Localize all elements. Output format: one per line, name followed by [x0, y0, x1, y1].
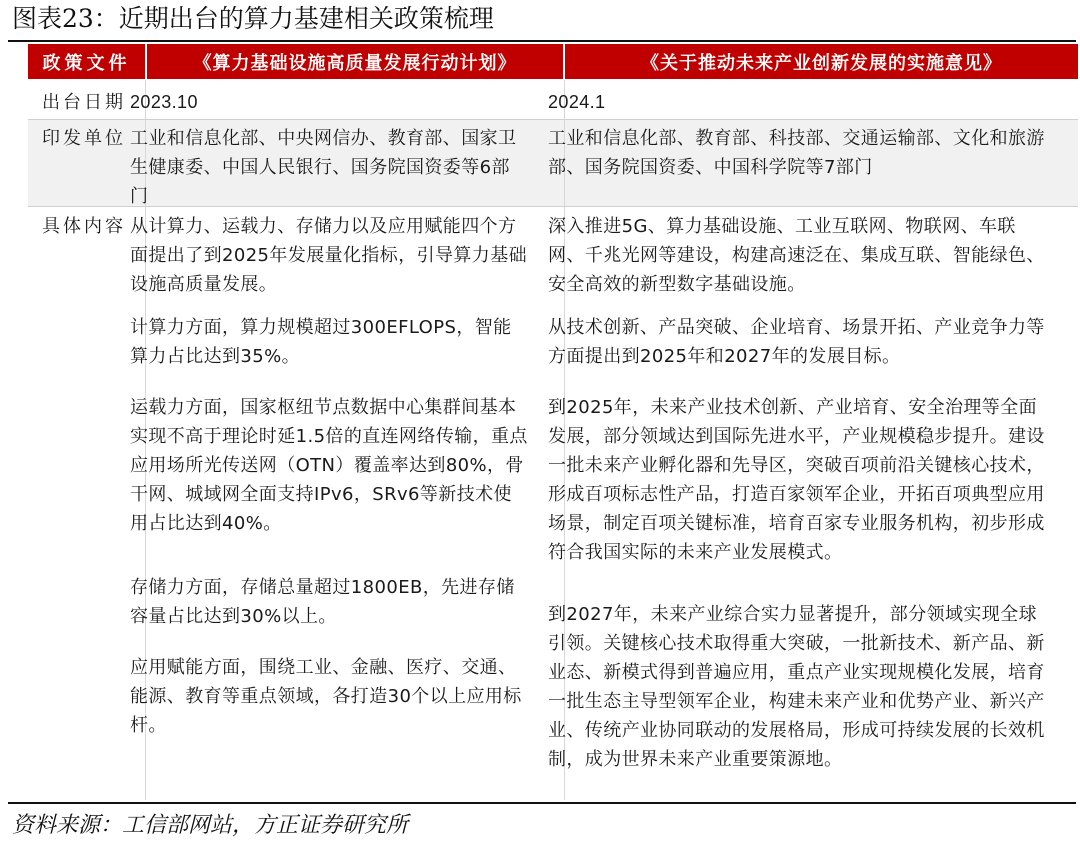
- figure-title: 图表23：近期出台的算力基建相关政策梳理: [12, 4, 494, 33]
- bottom-rule: [8, 802, 1076, 804]
- header-col2: 《关于推动未来产业创新发展的实施意见》: [563, 44, 1078, 79]
- date-col1: 2023.10: [130, 92, 198, 112]
- title-rule: [8, 40, 1076, 42]
- content-col2-para-2: 从技术创新、产品突破、企业培育、场景开拓、产业竞争力等方面提出到2025年和2027年的发展目标。: [548, 317, 1045, 367]
- issuer-col1: 工业和信息化部、中央网信办、教育部、国家卫生健康委、中国人民银行、国务院国资委等6部门: [130, 128, 517, 207]
- content-col2-para-4: 到2027年，未来产业综合实力显著提升，部分领域实现全球引领。关键核心技术取得重大突破，一批新技术、新产品、新业态、新模式得到普遍应用，重点产业实现规模化发展，培育一批生态主导型领军企业，构建未来产业和优势产业、新兴产业、传统产业协同联动的发展格局，形成可持续发展的长效机制，成为世界未来产业重要策源地。: [548, 604, 1045, 770]
- content-col1-para-4: 存储力方面，存储总量超过1800EB，先进存储容量占比达到30%以上。: [130, 577, 515, 627]
- row-label-content: 具体内容: [42, 216, 126, 237]
- content-col1-para-3: 运载力方面，国家枢纽节点数据中心集群间基本实现不高于理论时延1.5倍的直连网络传输，重点应用场所光传送网（OTN）覆盖率达到80%，骨干网、城域网全面支持IPv6，SRv6等新技术使用占比达到40%。: [130, 397, 528, 534]
- content-col1-para-2: 计算力方面，算力规模超过300EFLOPS，智能算力占比达到35%。: [130, 317, 512, 367]
- date-col2: 2024.1: [548, 92, 606, 112]
- content-col1-para-5: 应用赋能方面，围绕工业、金融、医疗、交通、能源、教育等重点领域，各打造30个以上应用标杆。: [130, 657, 522, 736]
- issuer-col2: 工业和信息化部、教育部、科技部、交通运输部、文化和旅游部、国务院国资委、中国科学院等7部门: [548, 128, 1045, 178]
- header-col1: 《算力基础设施高质量发展行动计划》: [145, 44, 563, 79]
- row-label-date: 出台日期: [42, 92, 126, 113]
- header-label: 政策文件: [28, 44, 145, 79]
- table-header: [28, 44, 1078, 79]
- row-label-issuer: 印发单位: [42, 128, 126, 149]
- content-col2-para-1: 深入推进5G、算力基础设施、工业互联网、物联网、车联网、千兆光网等建设，构建高速泛在、集成互联、智能绿色、安全高效的新型数字基础设施。: [548, 216, 1045, 295]
- content-col1-para-1: 从计算力、运载力、存储力以及应用赋能四个方面提出了到2025年发展量化指标，引导算力基础设施高质量发展。: [130, 216, 528, 295]
- source-note: 资料来源：工信部网站，方正证券研究所: [12, 813, 409, 838]
- row-divider-1: [28, 119, 1078, 120]
- row-divider-2: [28, 206, 1078, 207]
- content-col2-para-3: 到2025年，未来产业技术创新、产业培育、安全治理等全面发展，部分领域达到国际先进水平，产业规模稳步提升。建设一批未来产业孵化器和先导区，突破百项前沿关键核心技术，形成百项标志性产品，打造百家领军企业，开拓百项典型应用场景，制定百项关键标准，培育百家专业服务机构，初步形成符合我国实际的未来产业发展模式。: [548, 397, 1045, 563]
